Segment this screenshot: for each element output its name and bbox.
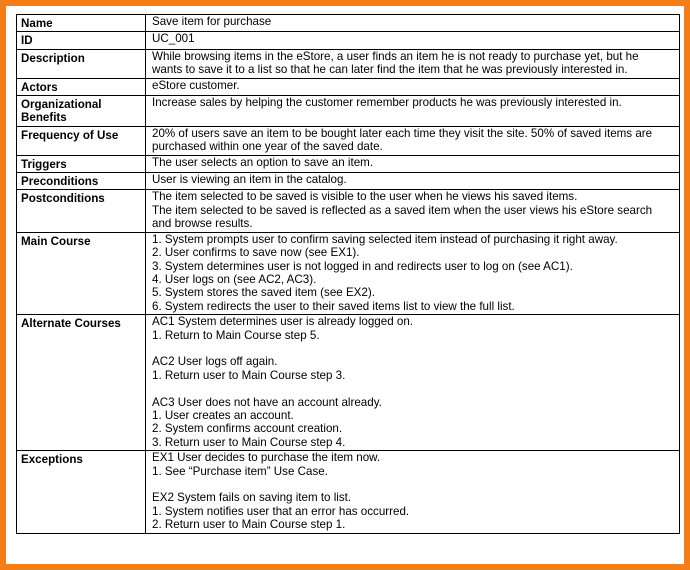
field-label: Name — [17, 15, 146, 32]
table-row — [17, 32, 680, 49]
value-line: 1. System notifies user that an error has occurred. — [152, 504, 410, 518]
value-line: and browse results. — [152, 217, 253, 231]
value-line: UC_001 — [152, 32, 195, 46]
field-value — [146, 32, 680, 49]
field-label: Exceptions — [17, 451, 146, 533]
value-line: 3. Return user to Main Course step 4. — [152, 435, 346, 449]
value-line — [152, 342, 675, 355]
value-line: 3. System determines user is not logged in and redirects user to log on (see AC1). — [152, 259, 573, 273]
field-label: ID — [17, 32, 146, 49]
field-value — [146, 78, 680, 95]
table-row — [17, 451, 680, 533]
value-line: Save item for purchase — [152, 15, 272, 28]
field-label: Postconditions — [17, 190, 146, 232]
field-value — [146, 190, 680, 232]
table-row — [17, 315, 680, 451]
value-line: While browsing items in the eStore, a user finds an item he is not ready to purchase yet, but he — [152, 49, 639, 63]
field-label: Preconditions — [17, 173, 146, 190]
field-value — [146, 451, 680, 533]
value-line — [152, 382, 675, 395]
value-line — [152, 478, 675, 491]
field-label: Frequency of Use — [17, 126, 146, 155]
value-line: 2. System confirms account creation. — [152, 422, 343, 436]
field-value — [146, 155, 680, 172]
field-label: Main Course — [17, 232, 146, 314]
value-line: The item selected to be saved is visible to the user when he views his saved items. — [152, 190, 578, 204]
value-line: 5. System stores the saved item (see EX2). — [152, 286, 375, 300]
value-line: 1. Return to Main Course step 5. — [152, 328, 320, 342]
value-line: 20% of users save an item to be bought later each time they visit the site. 50% of saved items are — [152, 126, 653, 140]
table-row — [17, 49, 680, 78]
table-row — [17, 15, 680, 32]
field-value — [146, 232, 680, 314]
field-label: Alternate Courses — [17, 315, 146, 451]
field-value — [146, 49, 680, 78]
value-line: 1. Return user to Main Course step 3. — [152, 368, 346, 382]
value-line: eStore customer. — [152, 78, 240, 92]
field-label: Description — [17, 49, 146, 78]
value-line: User is viewing an item in the catalog. — [152, 173, 347, 187]
field-label: Triggers — [17, 155, 146, 172]
value-line: 1. See “Purchase item” Use Case. — [152, 464, 328, 478]
value-line — [152, 109, 675, 122]
value-line: 4. User logs on (see AC2, AC3). — [152, 272, 317, 286]
table-row — [17, 96, 680, 127]
table-row — [17, 173, 680, 190]
table-row — [17, 155, 680, 172]
table-row — [17, 126, 680, 155]
value-line: wants to save it to a list so that he can later find the item that he was previously interested in. — [152, 63, 628, 77]
value-line: 1. User creates an account. — [152, 408, 294, 422]
value-line: AC3 User does not have an account already. — [152, 395, 382, 409]
field-label: Actors — [17, 78, 146, 95]
table-row — [17, 190, 680, 232]
field-value — [146, 173, 680, 190]
value-line: The user selects an option to save an item. — [152, 155, 374, 169]
field-value — [146, 126, 680, 155]
table-row — [17, 232, 680, 314]
use-case-table — [16, 14, 680, 534]
field-value — [146, 315, 680, 451]
field-value — [146, 96, 680, 127]
value-line: EX1 User decides to purchase the item now. — [152, 451, 381, 465]
value-line: EX2 System fails on saving item to list. — [152, 491, 352, 505]
table-row — [17, 78, 680, 95]
value-line: purchased within one year of the saved date. — [152, 140, 383, 154]
value-line: AC1 System determines user is already logged on. — [152, 315, 413, 329]
use-case-table-body — [17, 15, 680, 534]
document-page — [6, 6, 684, 564]
value-line: 1. System prompts user to confirm saving selected item instead of purchasing it right away. — [152, 232, 618, 246]
value-line: Increase sales by helping the customer remember products he was previously interested in. — [152, 96, 622, 110]
field-value — [146, 15, 680, 32]
value-line: AC2 User logs off again. — [152, 355, 278, 369]
value-line: The item selected to be saved is reflected as a saved item when the user views his eStore search — [152, 203, 653, 217]
value-line: 2. User confirms to save now (see EX1). — [152, 246, 360, 260]
value-line: 2. Return user to Main Course step 1. — [152, 518, 346, 532]
value-line: 6. System redirects the user to their saved items list to view the full list. — [152, 299, 515, 313]
field-label: Organizational Benefits — [17, 96, 146, 127]
